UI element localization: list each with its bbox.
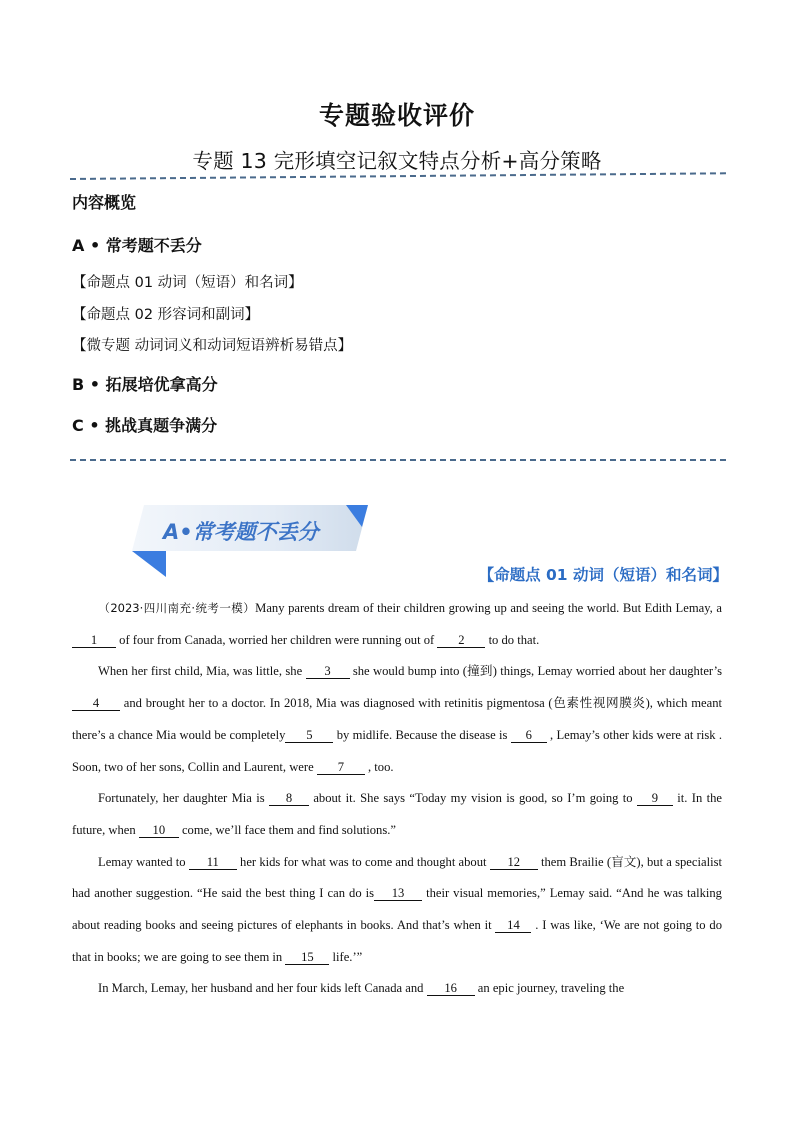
point-02: 【命题点 02 形容词和副词】: [72, 307, 260, 323]
blank-14[interactable]: 14: [495, 918, 531, 933]
blank-10[interactable]: 10: [139, 823, 179, 838]
passage-source: （2023·四川南充·统考一模）: [98, 601, 256, 615]
blank-9[interactable]: 9: [637, 791, 673, 806]
blank-16[interactable]: 16: [427, 981, 475, 996]
blank-11[interactable]: 11: [189, 855, 237, 870]
blank-6[interactable]: 6: [511, 728, 547, 743]
section-b: B • 拓展培优拿高分: [72, 375, 218, 394]
divider-bottom: [70, 459, 726, 461]
blank-13[interactable]: 13: [374, 886, 422, 901]
blank-7[interactable]: 7: [317, 760, 365, 775]
blank-5[interactable]: 5: [285, 728, 333, 743]
blank-12[interactable]: 12: [490, 855, 538, 870]
blank-3[interactable]: 3: [306, 664, 350, 679]
blank-1[interactable]: 1: [72, 633, 116, 648]
section-a: A • 常考题不丢分: [72, 236, 202, 255]
passage: （2023·四川南充·统考一模）Many parents dream of their children growing up and seeing the world. But Edith Lemay, a1 of four from Canada, worried her children were running out of 2 to do that. When her first child, Mia, was little, she 3 she would bump into (撞到) things, Lemay worried about her daughter’s 4 and brought her to a doctor. In 2018, Mia was diagnosed with retinitis pigmentosa (色素性视网膜炎), which meant there’s a chance Mia would be completely 5 by midlife. Because the disease is 6 , Lemay’s other kids were at risk . Soon, two of her sons, Collin and Laurent, were 7 , too. Fortunately, her daughter Mia is 8 about it. She says “Today my vision is good, so I’m going to 9 it. In the future, when 10 come, we’ll face them and find solutions.” Lemay wanted to 11 her kids for what was to come and thought about 12 them Brailie (盲文), but a specialist had another suggestion. “He said the best thing I can do is 13 their visual memories,” Lemay said. “And he was talking about reading books and seeing pictures of elephants in books. And that’s when it 14 . I was like, ‘We are not going to do that in books; we are going to see them in 15 life.’” In March, Lemay, her husband and her four kids left Canada and 16 an epic journey, traveling the: [72, 601, 723, 996]
page-title: 专题验收评价: [318, 101, 475, 130]
blank-2[interactable]: 2: [437, 633, 485, 648]
page-subtitle: 专题 13 完形填空记叙文特点分析+高分策略: [192, 149, 602, 173]
blank-15[interactable]: 15: [285, 950, 329, 965]
blank-4[interactable]: 4: [72, 696, 120, 711]
micro-topic: 【微专题 动词词义和动词短语辨析易错点】: [72, 338, 353, 354]
overview-label: 内容概览: [72, 193, 137, 212]
section-c: C • 挑战真题争满分: [72, 416, 218, 435]
point-heading: 【命题点 01 动词（短语）和名词】: [478, 566, 728, 584]
banner-label: A•常考题不丢分: [163, 520, 319, 544]
blank-8[interactable]: 8: [269, 791, 309, 806]
point-01: 【命题点 01 动词（短语）和名词】: [72, 275, 303, 291]
